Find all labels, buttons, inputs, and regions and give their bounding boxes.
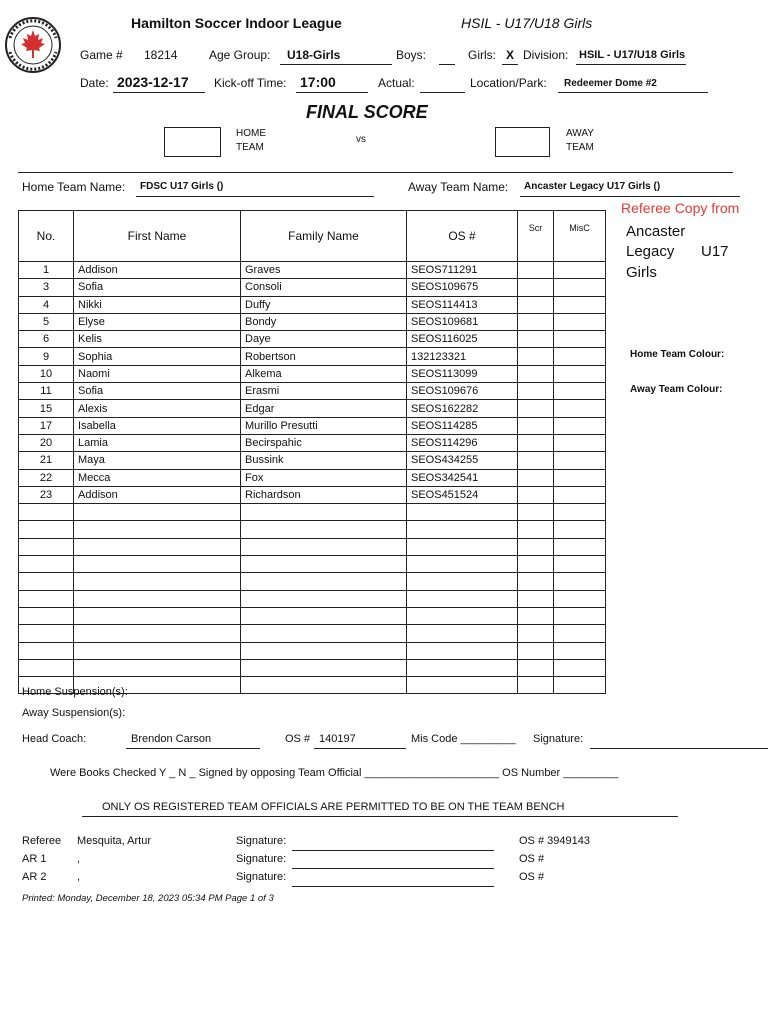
- actual-underline: [420, 92, 465, 93]
- cell-first-name: Sofia: [74, 279, 241, 296]
- away-team-name-label: Away Team Name:: [408, 180, 509, 194]
- cell-scr[interactable]: [518, 365, 554, 382]
- away-team-underline: [520, 196, 740, 197]
- cell-family-name: [241, 538, 407, 555]
- official-role: Referee: [22, 835, 62, 847]
- age-group-underline: [280, 64, 392, 65]
- cell-misc[interactable]: [554, 677, 606, 694]
- cell-first-name: [74, 590, 241, 607]
- cell-first-name: Elyse: [74, 313, 241, 330]
- cell-first-name: Sophia: [74, 348, 241, 365]
- cell-misc[interactable]: [554, 625, 606, 642]
- cell-os: SEOS114413: [407, 296, 518, 313]
- cell-misc[interactable]: [554, 659, 606, 676]
- cell-no: 23: [19, 486, 74, 503]
- home-team-label-2: TEAM: [236, 142, 264, 153]
- cell-os: SEOS342541: [407, 469, 518, 486]
- table-row: [19, 434, 606, 451]
- cell-os: SEOS116025: [407, 331, 518, 348]
- roster-table: [18, 210, 606, 694]
- cell-no: 10: [19, 365, 74, 382]
- cell-os: [407, 538, 518, 555]
- vs-label: vs: [356, 134, 366, 145]
- cell-misc[interactable]: [554, 279, 606, 296]
- kickoff-underline: [296, 92, 368, 93]
- cell-misc[interactable]: [554, 469, 606, 486]
- sidebar-team-line2a: Legacy: [626, 243, 675, 260]
- official-signature-line[interactable]: [292, 868, 494, 869]
- date-label: Date:: [80, 76, 109, 90]
- official-name: Mesquita, Artur: [77, 835, 151, 847]
- bench-notice-underline: [82, 816, 678, 817]
- home-suspension-label: Home Suspension(s):: [22, 686, 128, 698]
- col-header-first-name: First Name: [74, 211, 241, 262]
- col-header-misc: MisC: [554, 211, 606, 262]
- cell-first-name: Nikki: [74, 296, 241, 313]
- cell-scr[interactable]: [518, 296, 554, 313]
- cell-os: SEOS109676: [407, 383, 518, 400]
- age-group-label: Age Group:: [209, 48, 271, 62]
- cell-no: [19, 590, 74, 607]
- table-row: [19, 659, 606, 676]
- cell-os: SEOS434255: [407, 452, 518, 469]
- official-signature-line[interactable]: [292, 886, 494, 887]
- cell-scr[interactable]: [518, 538, 554, 555]
- table-row: [19, 417, 606, 434]
- league-logo: [4, 16, 62, 74]
- col-header-scr: Scr: [518, 211, 554, 262]
- home-team-name: FDSC U17 Girls (): [140, 181, 224, 192]
- cell-os: SEOS162282: [407, 400, 518, 417]
- cell-os: SEOS114285: [407, 417, 518, 434]
- away-team-label-2: TEAM: [566, 142, 594, 153]
- cell-family-name: Graves: [241, 262, 407, 279]
- cell-family-name: Fox: [241, 469, 407, 486]
- table-row: [19, 262, 606, 279]
- cell-family-name: Consoli: [241, 279, 407, 296]
- cell-family-name: [241, 642, 407, 659]
- age-group-value: U18-Girls: [287, 48, 341, 62]
- table-row: [19, 348, 606, 365]
- col-header-os: OS #: [407, 211, 518, 262]
- official-signature-line[interactable]: [292, 850, 494, 851]
- cell-misc[interactable]: [554, 607, 606, 624]
- cell-os: [407, 504, 518, 521]
- table-row: [19, 538, 606, 555]
- cell-family-name: Becirspahic: [241, 434, 407, 451]
- table-row: [19, 642, 606, 659]
- table-row: [19, 590, 606, 607]
- home-team-colour-label: Home Team Colour:: [630, 349, 725, 360]
- date-value: 2023-12-17: [117, 74, 189, 90]
- table-row: [19, 607, 606, 624]
- cell-first-name: Sofia: [74, 383, 241, 400]
- cell-no: 22: [19, 469, 74, 486]
- cell-os: SEOS451524: [407, 486, 518, 503]
- location-label: Location/Park:: [470, 76, 547, 90]
- table-row: [19, 313, 606, 330]
- cell-os: SEOS113099: [407, 365, 518, 382]
- cell-family-name: [241, 556, 407, 573]
- cell-no: [19, 642, 74, 659]
- score-divider: [18, 172, 733, 173]
- cell-first-name: [74, 625, 241, 642]
- cell-misc[interactable]: [554, 434, 606, 451]
- cell-misc[interactable]: [554, 348, 606, 365]
- cell-misc[interactable]: [554, 642, 606, 659]
- printed-footer: Printed: Monday, December 18, 2023 05:34 PM Page 1 of 3: [22, 893, 274, 904]
- table-row: [19, 486, 606, 503]
- cell-scr[interactable]: [518, 486, 554, 503]
- division-value: HSIL - U17/U18 Girls: [579, 49, 686, 61]
- official-signature-label: Signature:: [236, 853, 287, 865]
- cell-family-name: Richardson: [241, 486, 407, 503]
- cell-misc[interactable]: [554, 521, 606, 538]
- cell-scr[interactable]: [518, 400, 554, 417]
- game-number: 18214: [144, 48, 178, 62]
- official-os: OS #: [519, 853, 545, 865]
- cell-family-name: Erasmi: [241, 383, 407, 400]
- cell-no: 5: [19, 313, 74, 330]
- cell-scr[interactable]: [518, 279, 554, 296]
- league-title: Hamilton Soccer Indoor League: [131, 15, 342, 31]
- cell-no: [19, 504, 74, 521]
- cell-scr[interactable]: [518, 521, 554, 538]
- cell-os: [407, 521, 518, 538]
- cell-misc[interactable]: [554, 573, 606, 590]
- cell-first-name: [74, 556, 241, 573]
- cell-scr[interactable]: [518, 469, 554, 486]
- cell-os: 132123321: [407, 348, 518, 365]
- cell-first-name: Isabella: [74, 417, 241, 434]
- cell-no: [19, 521, 74, 538]
- cell-scr[interactable]: [518, 677, 554, 694]
- away-score-box[interactable]: [495, 127, 550, 157]
- cell-family-name: [241, 504, 407, 521]
- cell-no: 3: [19, 279, 74, 296]
- final-score-title: FINAL SCORE: [306, 102, 428, 122]
- division-label: Division:: [523, 48, 569, 62]
- boys-label: Boys:: [396, 48, 427, 62]
- table-row: [19, 469, 606, 486]
- table-row: [19, 296, 606, 313]
- official-role: AR 2: [22, 871, 47, 883]
- cell-misc[interactable]: [554, 400, 606, 417]
- cell-first-name: [74, 642, 241, 659]
- kickoff-label: Kick-off Time:: [214, 76, 287, 90]
- cell-no: 1: [19, 262, 74, 279]
- coach-os-value: 140197: [319, 733, 356, 745]
- sidebar-team-line1: Ancaster: [626, 223, 686, 240]
- cell-scr[interactable]: [518, 642, 554, 659]
- cell-misc[interactable]: [554, 452, 606, 469]
- cell-first-name: [74, 538, 241, 555]
- cell-os: [407, 590, 518, 607]
- table-row: [19, 279, 606, 296]
- cell-scr[interactable]: [518, 573, 554, 590]
- head-coach-name: Brendon Carson: [131, 733, 212, 745]
- cell-scr[interactable]: [518, 348, 554, 365]
- col-header-family-name: Family Name: [241, 211, 407, 262]
- cell-os: [407, 573, 518, 590]
- cell-misc[interactable]: [554, 313, 606, 330]
- cell-no: [19, 573, 74, 590]
- cell-misc[interactable]: [554, 486, 606, 503]
- cell-no: 4: [19, 296, 74, 313]
- official-role: AR 1: [22, 853, 47, 865]
- cell-no: [19, 625, 74, 642]
- official-signature-label: Signature:: [236, 871, 287, 883]
- bench-notice: ONLY OS REGISTERED TEAM OFFICIALS ARE PERMITTED TO BE ON THE TEAM BENCH: [102, 801, 565, 813]
- cell-os: [407, 607, 518, 624]
- cell-family-name: Robertson: [241, 348, 407, 365]
- roster-body: [19, 262, 606, 694]
- kickoff-value: 17:00: [300, 74, 336, 90]
- cell-family-name: [241, 677, 407, 694]
- cell-scr[interactable]: [518, 504, 554, 521]
- cell-no: 20: [19, 434, 74, 451]
- cell-os: SEOS114296: [407, 434, 518, 451]
- table-row: [19, 556, 606, 573]
- cell-scr[interactable]: [518, 556, 554, 573]
- away-team-name: Ancaster Legacy U17 Girls (): [524, 181, 661, 192]
- cell-os: SEOS109681: [407, 313, 518, 330]
- mis-code-label: Mis Code _________: [411, 733, 516, 745]
- cell-os: [407, 556, 518, 573]
- table-row: [19, 400, 606, 417]
- coach-os-underline: [314, 748, 406, 749]
- cell-no: 11: [19, 383, 74, 400]
- cell-misc[interactable]: [554, 417, 606, 434]
- cell-os: SEOS711291: [407, 262, 518, 279]
- table-row: [19, 625, 606, 642]
- home-score-box[interactable]: [164, 127, 221, 157]
- cell-first-name: Lamia: [74, 434, 241, 451]
- division-title: HSIL - U17/U18 Girls: [461, 15, 593, 31]
- cell-family-name: [241, 573, 407, 590]
- away-suspension-label: Away Suspension(s):: [22, 707, 126, 719]
- maple-leaf-seal-icon: [4, 16, 62, 74]
- cell-misc[interactable]: [554, 262, 606, 279]
- cell-os: [407, 677, 518, 694]
- cell-scr[interactable]: [518, 417, 554, 434]
- cell-no: [19, 556, 74, 573]
- cell-scr[interactable]: [518, 434, 554, 451]
- cell-misc[interactable]: [554, 383, 606, 400]
- cell-no: [19, 538, 74, 555]
- cell-family-name: [241, 625, 407, 642]
- cell-first-name: Naomi: [74, 365, 241, 382]
- table-row: [19, 573, 606, 590]
- official-name: ,: [77, 853, 81, 865]
- cell-family-name: Murillo Presutti: [241, 417, 407, 434]
- cell-family-name: [241, 521, 407, 538]
- cell-family-name: Daye: [241, 331, 407, 348]
- coach-signature-label: Signature:: [533, 733, 584, 745]
- cell-os: [407, 659, 518, 676]
- cell-family-name: Edgar: [241, 400, 407, 417]
- head-coach-label: Head Coach:: [22, 733, 87, 745]
- actual-label: Actual:: [378, 76, 415, 90]
- cell-no: 6: [19, 331, 74, 348]
- books-checked-line: Were Books Checked Y _ N _ Signed by opposing Team Official ______________________ OS Number _________: [50, 767, 619, 779]
- girls-label: Girls:: [468, 48, 496, 62]
- home-team-underline: [136, 196, 374, 197]
- location-underline: [558, 92, 708, 93]
- cell-misc[interactable]: [554, 590, 606, 607]
- cell-first-name: [74, 521, 241, 538]
- cell-no: 15: [19, 400, 74, 417]
- cell-os: [407, 642, 518, 659]
- table-row: [19, 331, 606, 348]
- cell-misc[interactable]: [554, 296, 606, 313]
- cell-os: SEOS109675: [407, 279, 518, 296]
- table-row: [19, 365, 606, 382]
- date-underline: [113, 92, 205, 93]
- cell-family-name: [241, 607, 407, 624]
- cell-scr[interactable]: [518, 452, 554, 469]
- coach-os-label: OS #: [285, 733, 311, 745]
- cell-first-name: Alexis: [74, 400, 241, 417]
- cell-family-name: [241, 590, 407, 607]
- cell-no: [19, 659, 74, 676]
- cell-no: 21: [19, 452, 74, 469]
- cell-misc[interactable]: [554, 556, 606, 573]
- cell-scr[interactable]: [518, 383, 554, 400]
- cell-first-name: [74, 659, 241, 676]
- cell-family-name: Bussink: [241, 452, 407, 469]
- cell-family-name: Alkema: [241, 365, 407, 382]
- referee-copy-label: Referee Copy from: [621, 200, 740, 216]
- official-os: OS # 3949143: [519, 835, 590, 847]
- cell-scr[interactable]: [518, 331, 554, 348]
- girls-value[interactable]: X: [506, 48, 515, 62]
- table-row: [19, 452, 606, 469]
- official-os: OS #: [519, 871, 545, 883]
- col-header-no: No.: [19, 211, 74, 262]
- official-signature-label: Signature:: [236, 835, 287, 847]
- cell-scr[interactable]: [518, 262, 554, 279]
- cell-misc[interactable]: [554, 365, 606, 382]
- cell-scr[interactable]: [518, 659, 554, 676]
- cell-os: [407, 625, 518, 642]
- cell-no: 17: [19, 417, 74, 434]
- cell-first-name: Addison: [74, 262, 241, 279]
- cell-first-name: [74, 607, 241, 624]
- cell-family-name: [241, 659, 407, 676]
- cell-first-name: Kelis: [74, 331, 241, 348]
- cell-scr[interactable]: [518, 625, 554, 642]
- cell-family-name: Bondy: [241, 313, 407, 330]
- cell-first-name: Addison: [74, 486, 241, 503]
- cell-misc[interactable]: [554, 331, 606, 348]
- cell-first-name: [74, 504, 241, 521]
- cell-misc[interactable]: [554, 538, 606, 555]
- home-team-name-label: Home Team Name:: [22, 180, 126, 194]
- cell-no: [19, 607, 74, 624]
- away-team-label-1: AWAY: [566, 128, 594, 139]
- coach-signature-line[interactable]: [590, 748, 768, 749]
- official-name: ,: [77, 871, 81, 883]
- cell-misc[interactable]: [554, 504, 606, 521]
- sidebar-team-line3: Girls: [626, 264, 657, 281]
- cell-first-name: Mecca: [74, 469, 241, 486]
- cell-family-name: Duffy: [241, 296, 407, 313]
- cell-scr[interactable]: [518, 607, 554, 624]
- boys-underline: [439, 64, 455, 65]
- cell-no: 9: [19, 348, 74, 365]
- away-team-colour-label: Away Team Colour:: [630, 384, 723, 395]
- table-row: [19, 383, 606, 400]
- cell-scr[interactable]: [518, 313, 554, 330]
- sidebar-team-line2b: U17: [701, 243, 729, 260]
- home-team-label-1: HOME: [236, 128, 266, 139]
- cell-first-name: [74, 573, 241, 590]
- table-row: [19, 521, 606, 538]
- location-value: Redeemer Dome #2: [564, 78, 657, 89]
- cell-first-name: Maya: [74, 452, 241, 469]
- girls-underline: [502, 64, 518, 65]
- game-label: Game #: [80, 48, 123, 62]
- head-coach-underline: [126, 748, 260, 749]
- division-underline: [576, 64, 686, 65]
- roster-header-row: [19, 211, 606, 262]
- table-row: [19, 504, 606, 521]
- cell-scr[interactable]: [518, 590, 554, 607]
